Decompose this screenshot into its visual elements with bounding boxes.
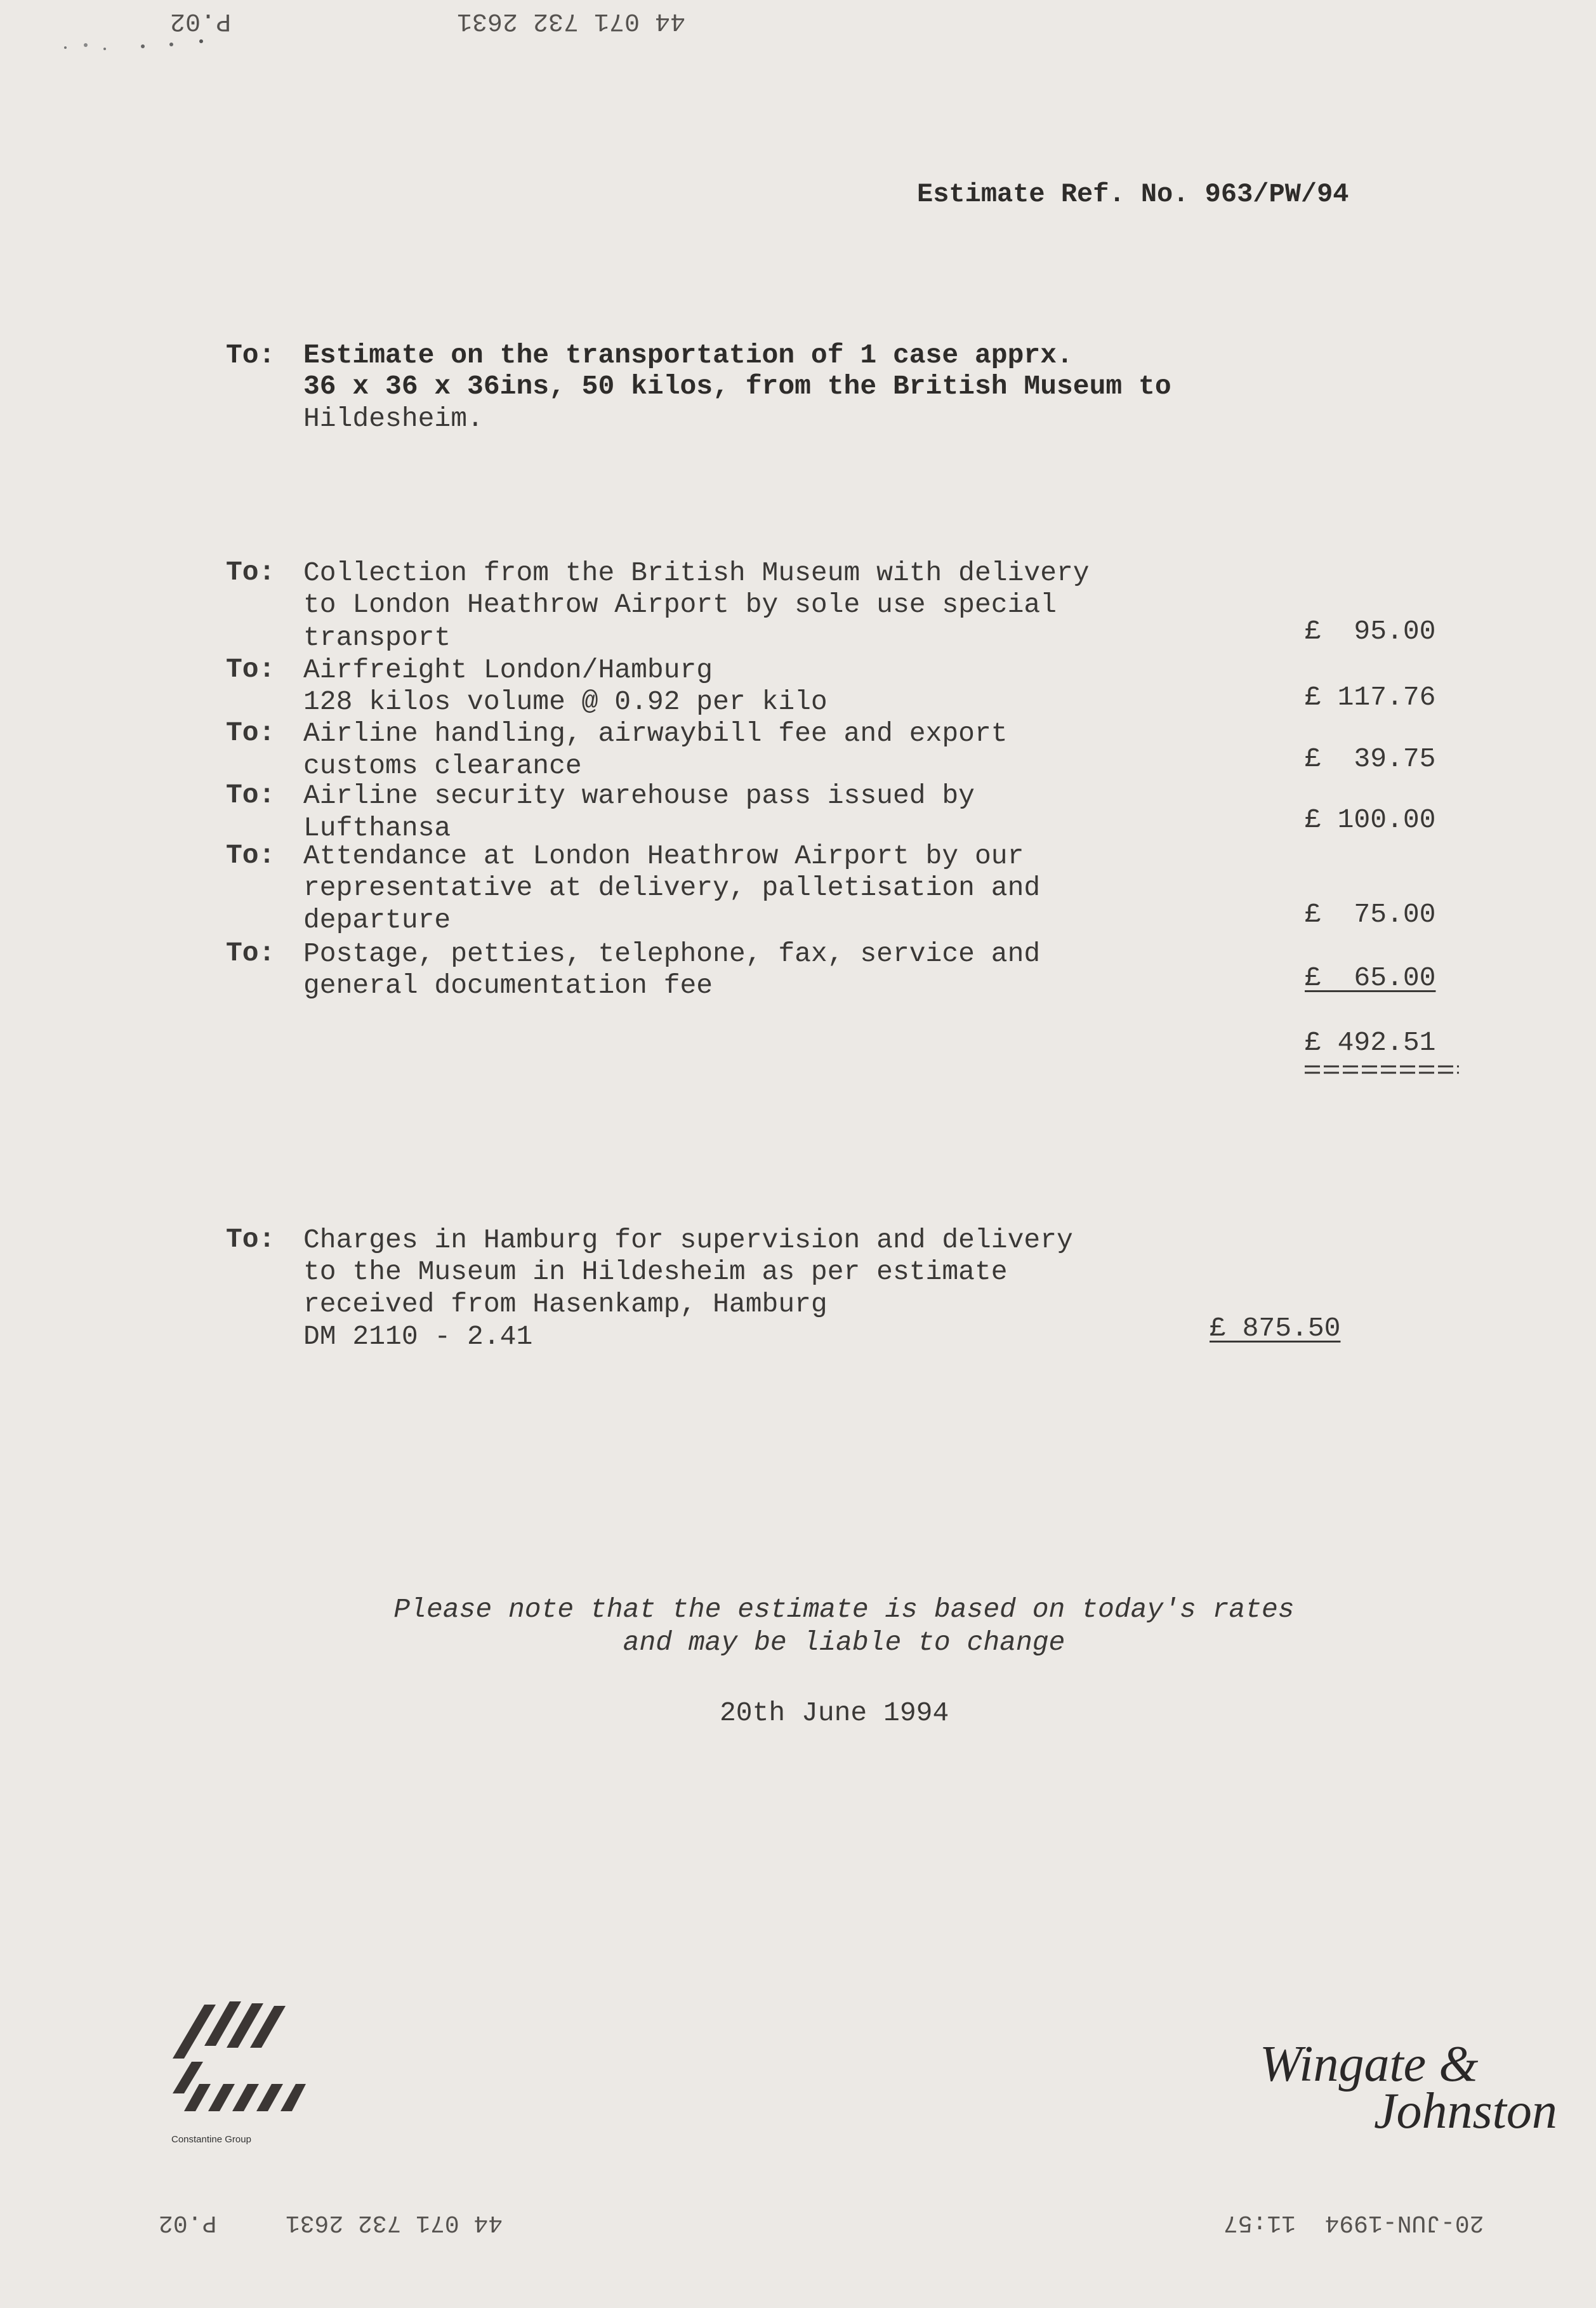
item-1-line-2: to London Heathrow Airport by sole use special (303, 589, 1057, 620)
item-3-prefix: To: (226, 717, 275, 748)
hamburg-amount (1210, 1313, 1340, 1344)
total-double-rule (1305, 1064, 1459, 1075)
fax-phone-number: 44 071 732 2631 (457, 6, 686, 35)
brand-line-2: Johnston (1374, 2083, 1557, 2139)
item-4-line-1: Airline security warehouse pass issued by (303, 780, 975, 811)
item-2-prefix: To: (226, 654, 275, 685)
rates-note (305, 1593, 1383, 1659)
estimate-reference: Estimate Ref. No. 963/PW/94 (917, 179, 1349, 209)
rates-note-line-1: Please note that the estimate is based on today's rates (393, 1594, 1295, 1625)
item-5-line-3: departure (303, 905, 451, 936)
footer-phone-number: 44 071 732 2631 (286, 2209, 503, 2236)
item-5-prefix: To: (226, 840, 275, 871)
rates-note-line-2: and may be liable to change (623, 1627, 1065, 1658)
hamburg-line-3: received from Hasenkamp, Hamburg (303, 1289, 828, 1320)
item-3-line-1: Airline handling, airwaybill fee and export (303, 718, 1008, 749)
document-date: 20th June 1994 (720, 1697, 949, 1728)
brand-name (1260, 2036, 1557, 2139)
intro-line-2: 36 x 36 x 36ins, 50 kilos, from the British Museum to (303, 371, 1171, 402)
hamburg-line-4: DM 2110 - 2.41 (303, 1321, 533, 1352)
hamburg-line-1: Charges in Hamburg for supervision and delivery (303, 1224, 1073, 1256)
item-1-line-1: Collection from the British Museum with delivery (303, 557, 1090, 588)
footer-page-number: P.02 (159, 2209, 217, 2236)
brand-line-1: Wingate & (1260, 2036, 1479, 2092)
footer-timestamp: 20-JUN-1994 11:57 (1223, 2209, 1484, 2236)
item-1-prefix: To: (226, 557, 275, 588)
item-1-amount: £ 95.00 (1305, 616, 1436, 647)
item-6-amount (1305, 962, 1435, 993)
item-4-prefix: To: (226, 779, 275, 811)
item-5-line-2: representative at delivery, palletisation and (303, 872, 1041, 903)
item-2-line-1: Airfreight London/Hamburg (303, 654, 713, 686)
item-5-amount: £ 75.00 (1305, 899, 1436, 930)
total-amount: £ 492.51 (1305, 1027, 1436, 1058)
item-2-line-2: 128 kilos volume @ 0.92 per kilo (303, 686, 828, 717)
item-1-line-3: transport (303, 622, 451, 653)
fax-page-number: P.02 (170, 6, 232, 35)
constantine-group-logo (166, 1998, 306, 2135)
item-6-prefix: To: (226, 938, 275, 969)
hamburg-prefix: To: (226, 1224, 275, 1255)
item-6-amount-value: £ 65.00 (1305, 962, 1436, 993)
item-6-line-2: general documentation fee (303, 970, 713, 1001)
intro-line-1: Estimate on the transportation of 1 case apprx. (303, 340, 1073, 371)
item-2-amount: £ 117.76 (1305, 682, 1436, 713)
item-5-line-1: Attendance at London Heathrow Airport by our (303, 840, 1024, 872)
fax-noise (60, 35, 206, 60)
fax-footer (0, 2209, 1596, 2247)
item-3-line-2: customs clearance (303, 750, 582, 781)
item-6-line-1: Postage, petties, telephone, fax, service and (303, 938, 1041, 969)
item-4-line-2: Lufthansa (303, 812, 451, 844)
fax-header (0, 6, 1596, 51)
intro-prefix: To: (226, 340, 275, 371)
hamburg-amount-value: £ 875.50 (1210, 1313, 1341, 1344)
item-3-amount: £ 39.75 (1305, 743, 1436, 774)
intro-line-3: Hildesheim. (303, 403, 484, 434)
item-4-amount: £ 100.00 (1305, 804, 1436, 835)
logo-caption: Constantine Group (171, 2134, 251, 2145)
hamburg-line-2: to the Museum in Hildesheim as per estimate (303, 1256, 1008, 1287)
